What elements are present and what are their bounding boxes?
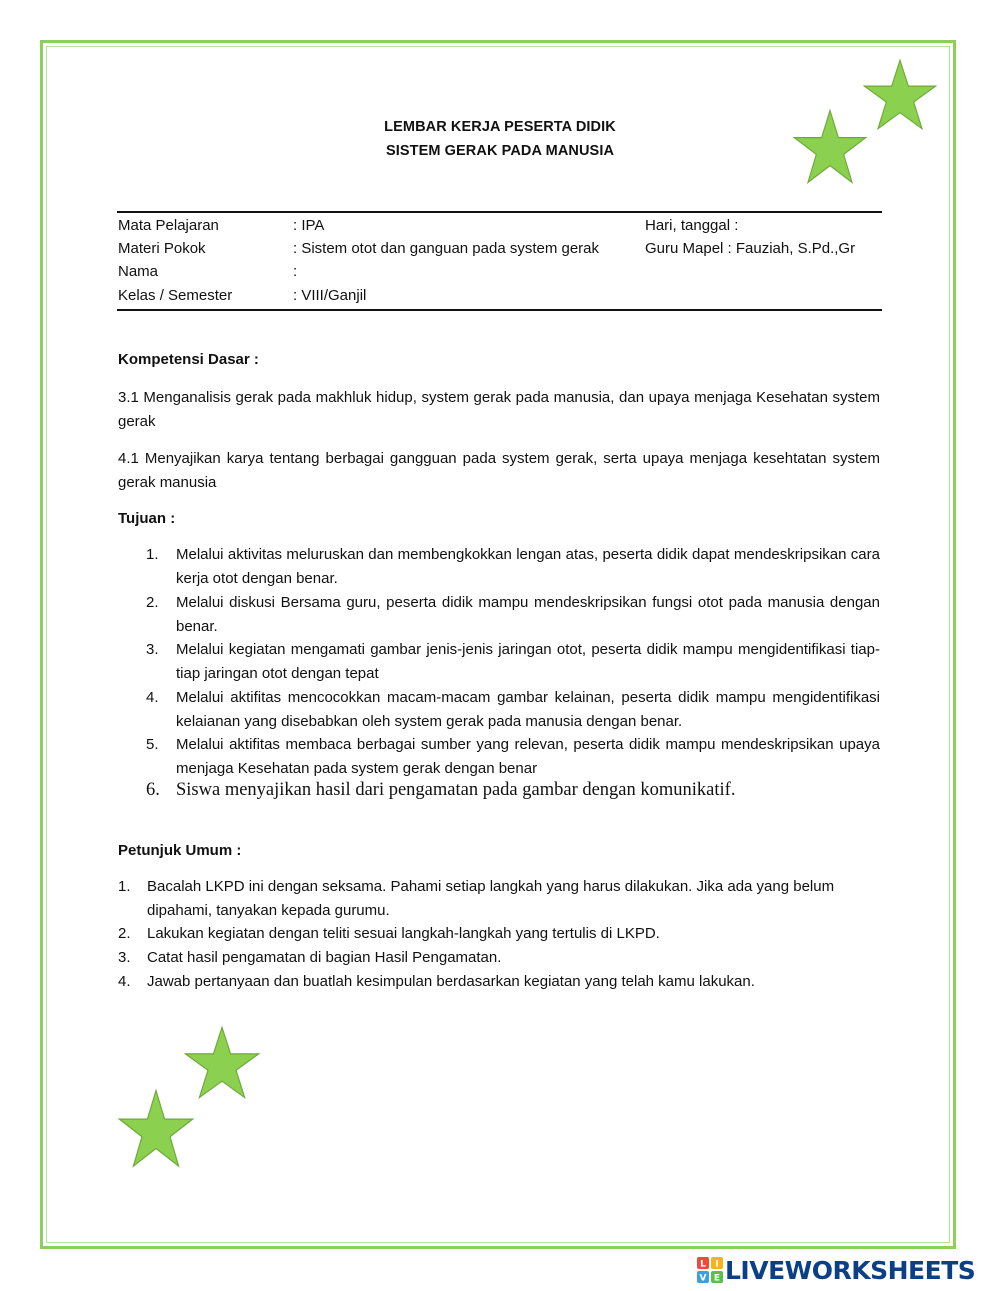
list-text: Melalui aktivitas meluruskan dan membengkokkan lengan atas, peserta didik dapat mendeskripsikan cara kerja otot dengan benar. <box>176 546 880 587</box>
list-text: Melalui aktifitas mencocokkan macam-macam gambar kelainan, peserta didik mampu mengidentifikasi kelaianan yang disebabkan oleh system gerak pada manusia dengan benar. <box>176 689 880 730</box>
page-title: LEMBAR KERJA PESERTA DIDIK <box>384 119 616 135</box>
logo-letter: I <box>715 1259 719 1270</box>
logo-letter: V <box>699 1273 707 1283</box>
logo-letter: L <box>700 1259 706 1270</box>
list-number: 2. <box>146 594 159 611</box>
info-table <box>117 211 882 311</box>
materi-pokok-value: : Sistem otot dan ganguan pada system gerak <box>293 240 600 257</box>
materi-pokok-label: Materi Pokok <box>118 240 206 257</box>
list-number: 4. <box>146 689 159 706</box>
list-number: 4. <box>118 973 131 990</box>
list-text: Bacalah LKPD ini dengan seksama. Pahami setiap langkah yang harus dilakukan. Jika ada yang belum dipahami, tanyakan kepada gurumu. <box>147 878 835 919</box>
page-subtitle: SISTEM GERAK PADA MANUSIA <box>385 143 615 159</box>
kompetensi-heading: Kompetensi Dasar : <box>118 351 259 368</box>
list-text: Melalui kegiatan mengamati gambar jenis-jenis jaringan otot, peserta didik mampu mengidentifikasi tiap-tiap jaringan otot dengan tepat <box>176 641 880 682</box>
list-number: 1. <box>118 878 131 895</box>
nama-value: : <box>293 263 298 280</box>
brand-text: LIVEWORKSHEETS <box>725 1255 976 1285</box>
mata-pelajaran-value: : IPA <box>293 217 325 234</box>
list-text: Jawab pertanyaan dan buatlah kesimpulan berdasarkan kegiatan yang telah kamu lakukan. <box>147 973 755 990</box>
list-number: 5. <box>146 736 159 753</box>
list-text: Melalui aktifitas membaca berbagai sumber yang relevan, peserta didik mampu mendeskripsikan upaya menjaga Kesehatan pada system gerak dengan benar <box>176 736 880 777</box>
star-icon <box>117 1088 195 1172</box>
hari-tanggal-label: Hari, tanggal : <box>645 217 739 234</box>
kelas-semester-label: Kelas / Semester <box>118 287 233 304</box>
liveworksheets-brand[interactable] <box>697 1255 975 1285</box>
kompetensi-kd2: 4.1 Menyajikan karya tentang berbagai gangguan pada system gerak, serta upaya menjaga kesehtatan system gerak manusia <box>118 450 880 491</box>
mata-pelajaran-label: Mata Pelajaran <box>118 217 219 234</box>
petunjuk-heading: Petunjuk Umum : <box>118 842 242 859</box>
kelas-semester-value: : VIII/Ganjil <box>293 287 367 304</box>
list-number: 3. <box>146 641 159 658</box>
list-text: Melalui diskusi Bersama guru, peserta didik mampu mendeskripsikan fungsi otot pada manusia dengan benar. <box>176 594 880 635</box>
list-number: 6. <box>146 780 160 800</box>
list-number: 3. <box>118 949 131 966</box>
list-text: Lakukan kegiatan dengan teliti sesuai langkah-langkah yang tertulis di LKPD. <box>147 925 660 942</box>
guru-mapel-label: Guru Mapel : Fauziah, S.Pd.,Gr <box>645 240 856 257</box>
logo-letter: E <box>713 1273 721 1283</box>
list-text: Siswa menyajikan hasil dari pengamatan pada gambar dengan komunikatif. <box>176 780 736 800</box>
list-number: 1. <box>146 546 159 563</box>
nama-label: Nama <box>118 263 159 280</box>
list-text: Catat hasil pengamatan di bagian Hasil Pengamatan. <box>147 949 502 966</box>
tujuan-heading: Tujuan : <box>118 510 176 527</box>
kompetensi-kd1: 3.1 Menganalisis gerak pada makhluk hidup, system gerak pada manusia, dan upaya menjaga Kesehatan system gerak <box>118 389 880 430</box>
list-number: 2. <box>118 925 131 942</box>
liveworksheets-logo-icon <box>697 1257 723 1283</box>
